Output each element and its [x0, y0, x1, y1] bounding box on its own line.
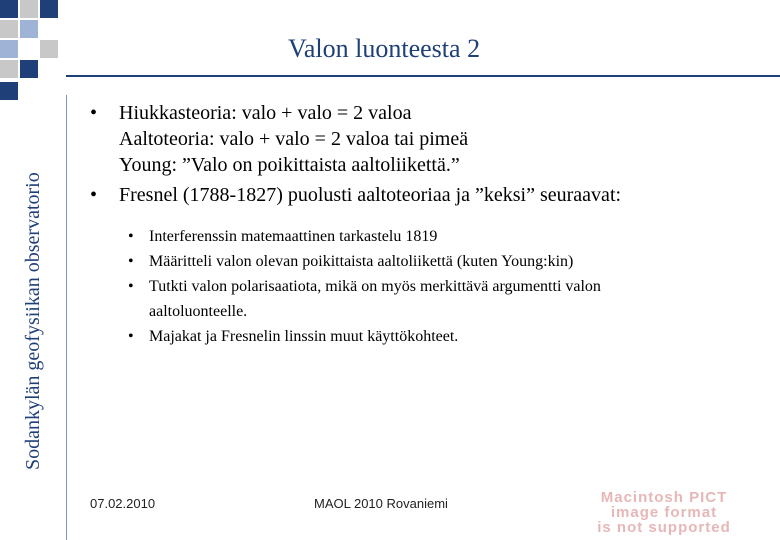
title-underline [66, 75, 780, 77]
bullet-dot-icon: • [128, 228, 134, 245]
sub-bullet-item: • Majakat ja Fresnelin linssin muut käyttökohteet. [90, 324, 770, 349]
bullet-dot-icon: • [128, 253, 134, 270]
bullet-dot-icon: • [128, 328, 134, 345]
unsupported-image-placeholder: Macintosh PICT image format is not supported [597, 489, 731, 536]
bullet-item: • Hiukkasteoria: valo + valo = 2 valoa Aaltoteoria: valo + valo = 2 valoa tai pimeä Young: ”Valo on poikittaista aaltoliikettä.” [90, 102, 469, 176]
slide-content [90, 100, 770, 349]
bullet-dot-icon: • [90, 184, 98, 206]
sub-bullet-item: • Interferenssin matemaattinen tarkastelu 1819 [90, 224, 770, 249]
footer-event: MAOL 2010 Rovaniemi [314, 496, 448, 511]
bullet-dot-icon: • [90, 102, 98, 124]
sidebar-organization-label: Sodankylän geofysiikan observatorio [22, 172, 44, 470]
bullet-dot-icon: • [128, 278, 134, 295]
slide-title: Valon luonteesta 2 [288, 34, 481, 63]
vertical-divider [66, 95, 67, 540]
bullet-item: • Fresnel (1788-1827) puolusti aaltoteoriaa ja ”keksi” seuraavat: [90, 184, 622, 206]
footer-date: 07.02.2010 [90, 496, 156, 511]
sub-bullet-item: • Määritteli valon olevan poikittaista aaltoliikettä (kuten Young:kin) [90, 249, 770, 274]
sub-bullet-list [90, 224, 770, 349]
sub-bullet-item: • Tutkti valon polarisaatiota, mikä on myös merkittävä argumentti valon aaltoluonteelle. [90, 274, 770, 324]
